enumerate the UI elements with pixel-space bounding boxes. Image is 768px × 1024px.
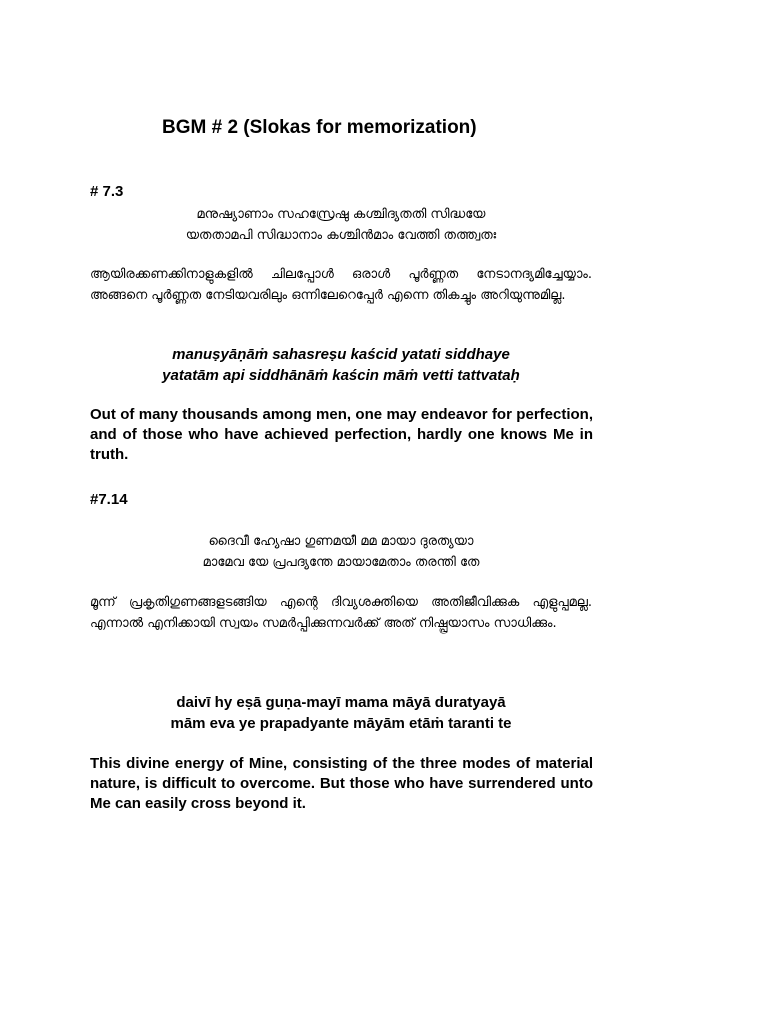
transliteration xyxy=(90,692,592,734)
sanskrit-line: ദൈവീ ഹ്യേഷാ ഗുണമയീ മമ മായാ ദുരത്യയാ xyxy=(208,534,474,549)
english-translation: Out of many thousands among men, one may endeavor for perfection, and of those who have achieved perfection, hardly one knows Me in truth. xyxy=(90,406,593,463)
transliteration-line: mām eva ye prapadyante māyām etāṁ taranti te xyxy=(170,715,512,732)
page-title: BGM # 2 (Slokas for memorization) xyxy=(162,117,477,138)
transliteration-line: yatatām api siddhānāṁ kaścin māṁ vetti tattvataḥ xyxy=(162,367,520,384)
malayalam-meaning: ആയിരക്കണക്കിനാളുകളിൽ ചിലപ്പോൾ ഒരാൾ പൂർണ്ണത നേടാനദ്യമിച്ചേയ്യാം. അങ്ങനെ പൂർണ്ണത നേടിയവരിലും ഒന്നിലേറെപ്പേർ എന്നെ തികച്ചും അറിയുന്നുമില്ല. xyxy=(90,267,592,303)
sanskrit-line: മാമേവ യേ പ്രപദ്യന്തേ മായാമേതാം തരന്തി തേ xyxy=(202,555,480,570)
malayalam-meaning: മൂന്ന് പ്രകൃതിഗുണങ്ങളടങ്ങിയ എന്റെ ദിവ്യശക്തിയെ അതിജീവിക്കുക എളുപ്പമല്ല. എന്നാൽ എനിക്കായി സ്വയം സമർപ്പിക്കുന്നവർക്ക് അത് നിഷ്പ്രയാസം സാധിക്കും. xyxy=(90,595,592,631)
transliteration xyxy=(90,344,592,386)
verse-number: # 7.3 xyxy=(90,183,124,200)
sanskrit-verse xyxy=(90,531,592,573)
sanskrit-verse xyxy=(90,204,592,246)
sanskrit-line: മനുഷ്യാണാം സഹസ്രേഷു കശ്ചിദ്യതതി സിദ്ധയേ xyxy=(196,207,486,222)
sanskrit-line: യതതാമപി സിദ്ധാനാം കശ്ചിൻമാം വേത്തി തത്ത്വതഃ xyxy=(185,228,497,243)
transliteration-line: manuṣyāṇāṁ sahasreṣu kaścid yatati siddhaye xyxy=(172,346,510,363)
transliteration-line: daivī hy eṣā guṇa-mayī mama māyā duratyayā xyxy=(176,694,506,711)
verse-number: #7.14 xyxy=(90,491,128,508)
english-translation: This divine energy of Mine, consisting of the three modes of material nature, is difficult to overcome. But those who have surrendered unto Me can easily cross beyond it. xyxy=(90,755,593,812)
